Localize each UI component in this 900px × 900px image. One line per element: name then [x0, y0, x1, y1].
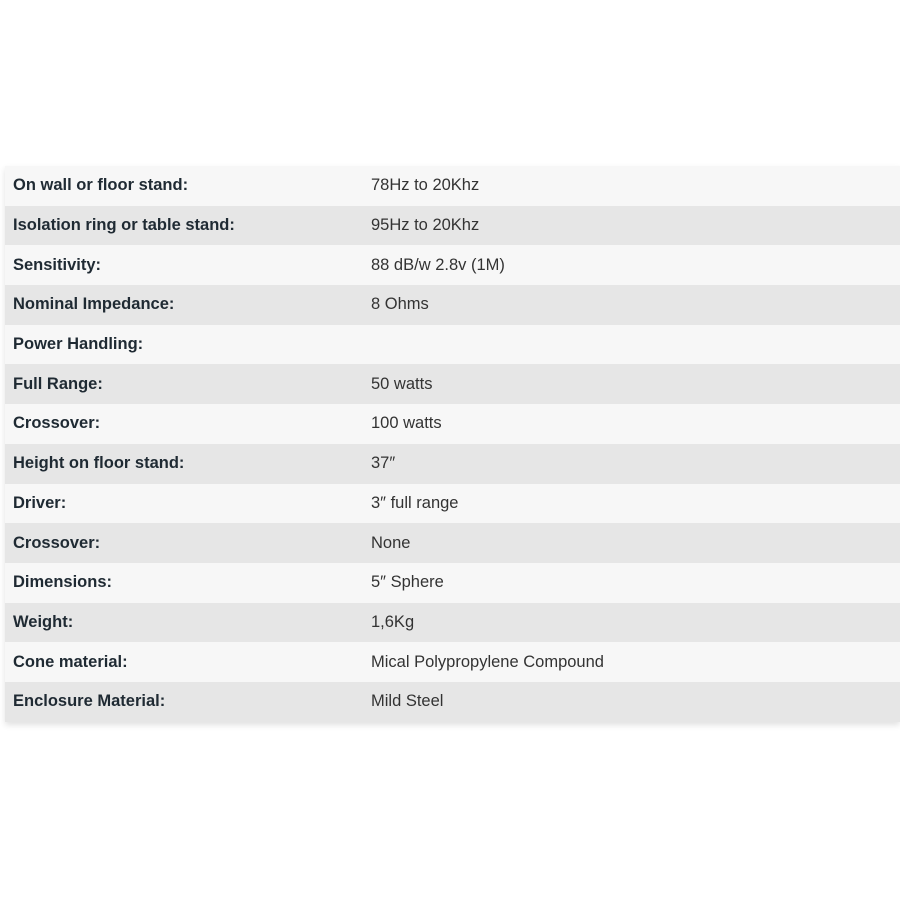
table-row — [5, 206, 900, 246]
spec-value: 50 watts — [371, 364, 900, 404]
spec-label: Isolation ring or table stand: — [5, 206, 371, 246]
spec-label: On wall or floor stand: — [5, 166, 371, 206]
spec-value: 95Hz to 20Khz — [371, 206, 900, 246]
table-row — [5, 523, 900, 563]
spec-label: Weight: — [5, 603, 371, 643]
spec-label: Crossover: — [5, 404, 371, 444]
spec-label: Sensitivity: — [5, 245, 371, 285]
spec-label: Power Handling: — [5, 325, 371, 365]
spec-value: None — [371, 523, 900, 563]
spec-value: Mical Polypropylene Compound — [371, 642, 900, 682]
spec-value: 37″ — [371, 444, 900, 484]
spec-value: 5″ Sphere — [371, 563, 900, 603]
spec-value: 8 Ohms — [371, 285, 900, 325]
spec-value: 78Hz to 20Khz — [371, 166, 900, 206]
spec-value: Mild Steel — [371, 682, 900, 722]
spec-value — [371, 325, 900, 365]
spec-label: Enclosure Material: — [5, 682, 371, 722]
table-row — [5, 484, 900, 524]
spec-value: 88 dB/w 2.8v (1M) — [371, 245, 900, 285]
table-row — [5, 325, 900, 365]
spec-label: Full Range: — [5, 364, 371, 404]
table-row — [5, 166, 900, 206]
table-row — [5, 603, 900, 643]
spec-label: Driver: — [5, 484, 371, 524]
table-row — [5, 364, 900, 404]
table-row — [5, 444, 900, 484]
table-row — [5, 285, 900, 325]
table-row — [5, 404, 900, 444]
spec-label: Dimensions: — [5, 563, 371, 603]
spec-label: Crossover: — [5, 523, 371, 563]
spec-value: 3″ full range — [371, 484, 900, 524]
table-row — [5, 642, 900, 682]
spec-label: Cone material: — [5, 642, 371, 682]
table-row — [5, 682, 900, 722]
specifications-body — [5, 166, 900, 722]
spec-label: Height on floor stand: — [5, 444, 371, 484]
table-row — [5, 563, 900, 603]
specifications-table — [5, 166, 900, 722]
spec-value: 1,6Kg — [371, 603, 900, 643]
spec-label: Nominal Impedance: — [5, 285, 371, 325]
spec-value: 100 watts — [371, 404, 900, 444]
table-row — [5, 245, 900, 285]
